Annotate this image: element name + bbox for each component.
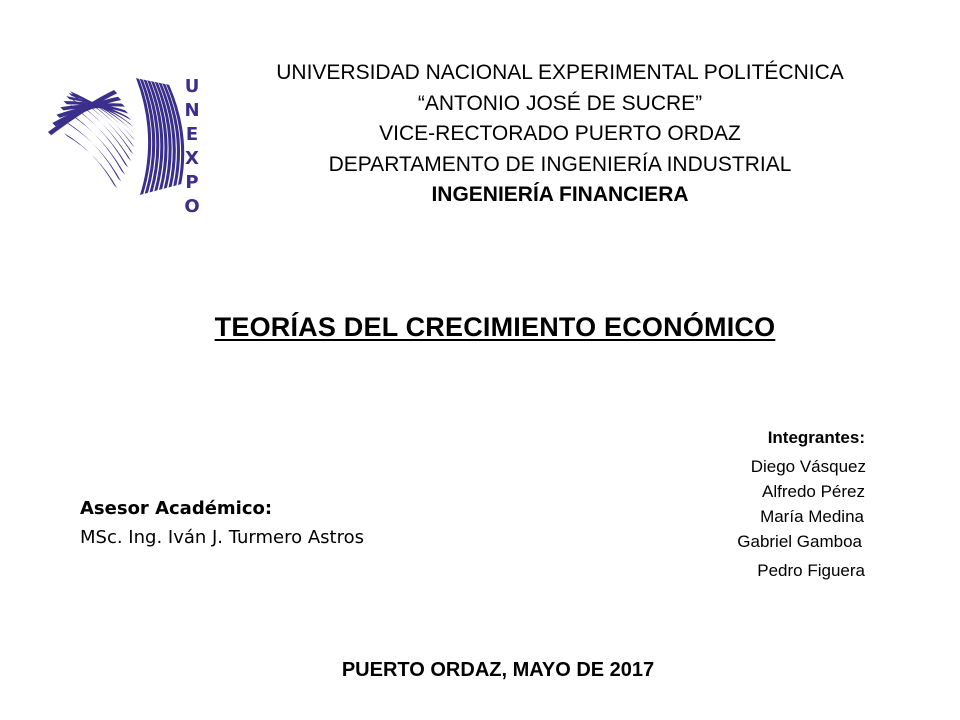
document-title: TEORÍAS DEL CRECIMIENTO ECONÓMICO (214, 312, 776, 342)
member-name: Pedro Figuera (757, 561, 865, 580)
advisor-block (80, 494, 480, 552)
institution-header (220, 58, 900, 211)
member-name: María Medina (760, 507, 864, 526)
members-heading: Integrantes: (767, 428, 865, 447)
footer-location-date: PUERTO ORDAZ, MAYO DE 2017 (341, 659, 655, 681)
logo-letter: O (184, 196, 200, 215)
advisor-heading: Asesor Académico: (80, 498, 273, 519)
member-name: Alfredo Pérez (762, 482, 865, 501)
header-line-name: “ANTONIO JOSÉ DE SUCRE” (417, 91, 703, 115)
header-subject: INGENIERÍA FINANCIERA (431, 183, 689, 206)
member-name: Diego Vásquez (750, 457, 866, 476)
header-line-university: UNIVERSIDAD NACIONAL EXPERIMENTAL POLITÉCNICA (276, 61, 844, 84)
logo-stripe (66, 122, 121, 182)
logo-stripe (68, 112, 125, 175)
logo-letter: P (185, 172, 199, 193)
logo-letter: X (185, 148, 199, 169)
logo-letter: E (185, 124, 199, 145)
advisor-name: MSc. Ing. Iván J. Turmero Astros (80, 527, 365, 548)
logo-letter: N (184, 100, 200, 121)
member-name: Gabriel Gamboa (737, 532, 862, 551)
unexpo-logo (44, 70, 224, 215)
header-line-vicerectorate: VICE-RECTORADO PUERTO ORDAZ (379, 122, 741, 145)
unexpo-logo-icon (44, 70, 224, 215)
logo-letter: U (184, 76, 200, 97)
members-block (600, 428, 865, 583)
header-line-department: DEPARTAMENTO DE INGENIERÍA INDUSTRIAL (328, 152, 792, 176)
